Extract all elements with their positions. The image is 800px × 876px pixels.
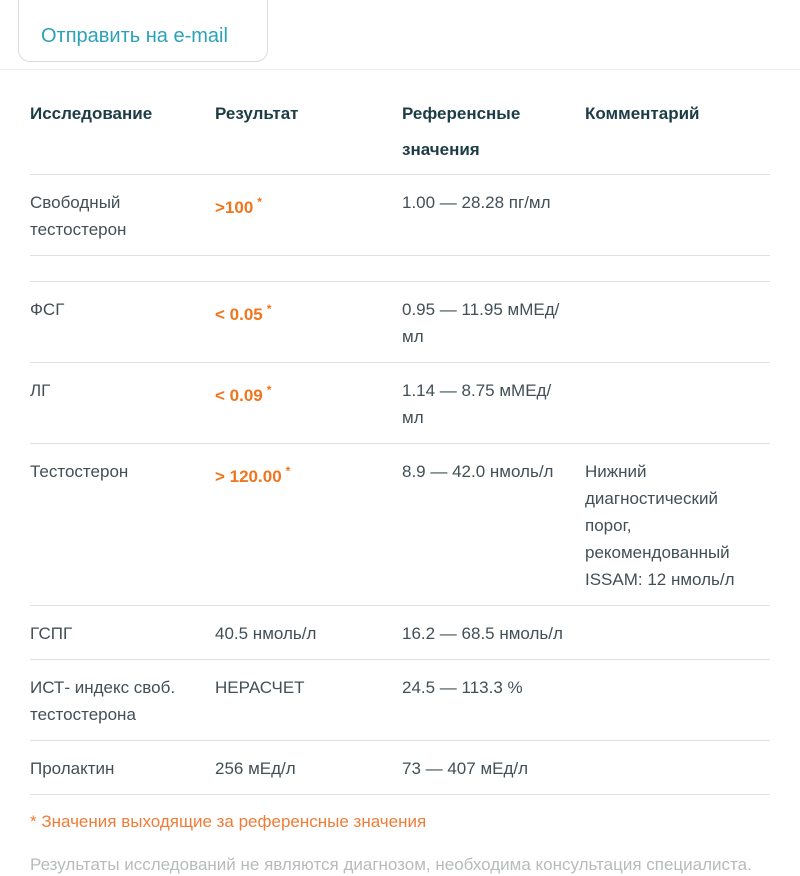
reference-cell: 8.9 — 42.0 нмоль/л	[402, 462, 554, 481]
header-reference: Референсные значения	[402, 104, 521, 159]
table-row	[30, 175, 770, 256]
test-name-cell: ФСГ	[30, 300, 65, 319]
result-value: 256 мЕд/л	[215, 759, 296, 778]
result-value: < 0.09	[215, 386, 263, 405]
header-test: Исследование	[30, 104, 153, 123]
table-row	[30, 741, 770, 795]
send-email-button-label: Отправить на e-mail	[41, 25, 228, 47]
result-cell	[215, 377, 402, 431]
result-cell	[215, 674, 402, 728]
result-value: 40.5 нмоль/л	[215, 624, 317, 643]
results-table	[0, 70, 800, 876]
test-name-cell: ГСПГ	[30, 624, 73, 643]
result-value: < 0.05	[215, 305, 263, 324]
comment-cell	[585, 377, 770, 431]
result-value: >100	[215, 198, 254, 217]
table-header-row	[30, 70, 770, 175]
table-row	[30, 363, 770, 444]
reference-cell: 24.5 — 113.3 %	[402, 678, 523, 697]
reference-cell: 0.95 — 11.95 мМЕд/мл	[402, 300, 560, 346]
result-value: НЕРАСЧЕТ	[215, 678, 305, 697]
result-value: > 120.00	[215, 467, 282, 486]
table-row	[30, 444, 770, 606]
table-row	[30, 606, 770, 660]
test-name-cell: ИСТ- индекс своб. тестостерона	[30, 678, 176, 724]
disclaimer-text: Результаты исследований не являются диагнозом, необходима консультация специалиста.	[30, 855, 752, 874]
header-result: Результат	[215, 104, 299, 123]
result-cell	[215, 755, 402, 782]
header-comment: Комментарий	[585, 104, 700, 123]
out-of-range-footnote: * Значения выходящие за референсные значения	[30, 812, 427, 831]
out-of-range-asterisk: *	[285, 464, 291, 478]
comment-cell	[585, 620, 770, 647]
table-row-empty	[30, 256, 770, 282]
reference-cell: 1.14 — 8.75 мМЕд/мл	[402, 381, 552, 427]
out-of-range-asterisk: *	[266, 302, 272, 316]
test-name-cell: Свободный тестостерон	[30, 193, 127, 239]
reference-cell: 73 — 407 мЕд/л	[402, 759, 529, 778]
result-cell	[215, 620, 402, 647]
out-of-range-asterisk: *	[257, 195, 262, 209]
comment-cell	[585, 674, 770, 728]
reference-cell: 1.00 — 28.28 пг/мл	[402, 193, 551, 212]
table-row	[30, 660, 770, 741]
comment-cell	[585, 755, 770, 782]
out-of-range-asterisk: *	[266, 383, 272, 397]
test-name-cell: ЛГ	[30, 381, 51, 400]
comment-cell	[585, 296, 770, 350]
comment-cell: Нижний диагностический порог, рекомендованный ISSAM: 12 нмоль/л	[585, 462, 735, 589]
comment-cell	[585, 189, 770, 243]
table-row	[30, 282, 770, 363]
result-cell	[215, 458, 402, 593]
test-name-cell: Тестостерон	[30, 462, 129, 481]
result-cell	[215, 189, 402, 243]
test-name-cell: Пролактин	[30, 759, 115, 778]
reference-cell: 16.2 — 68.5 нмоль/л	[402, 624, 563, 643]
result-cell	[215, 296, 402, 350]
send-email-button[interactable]	[18, 0, 268, 62]
